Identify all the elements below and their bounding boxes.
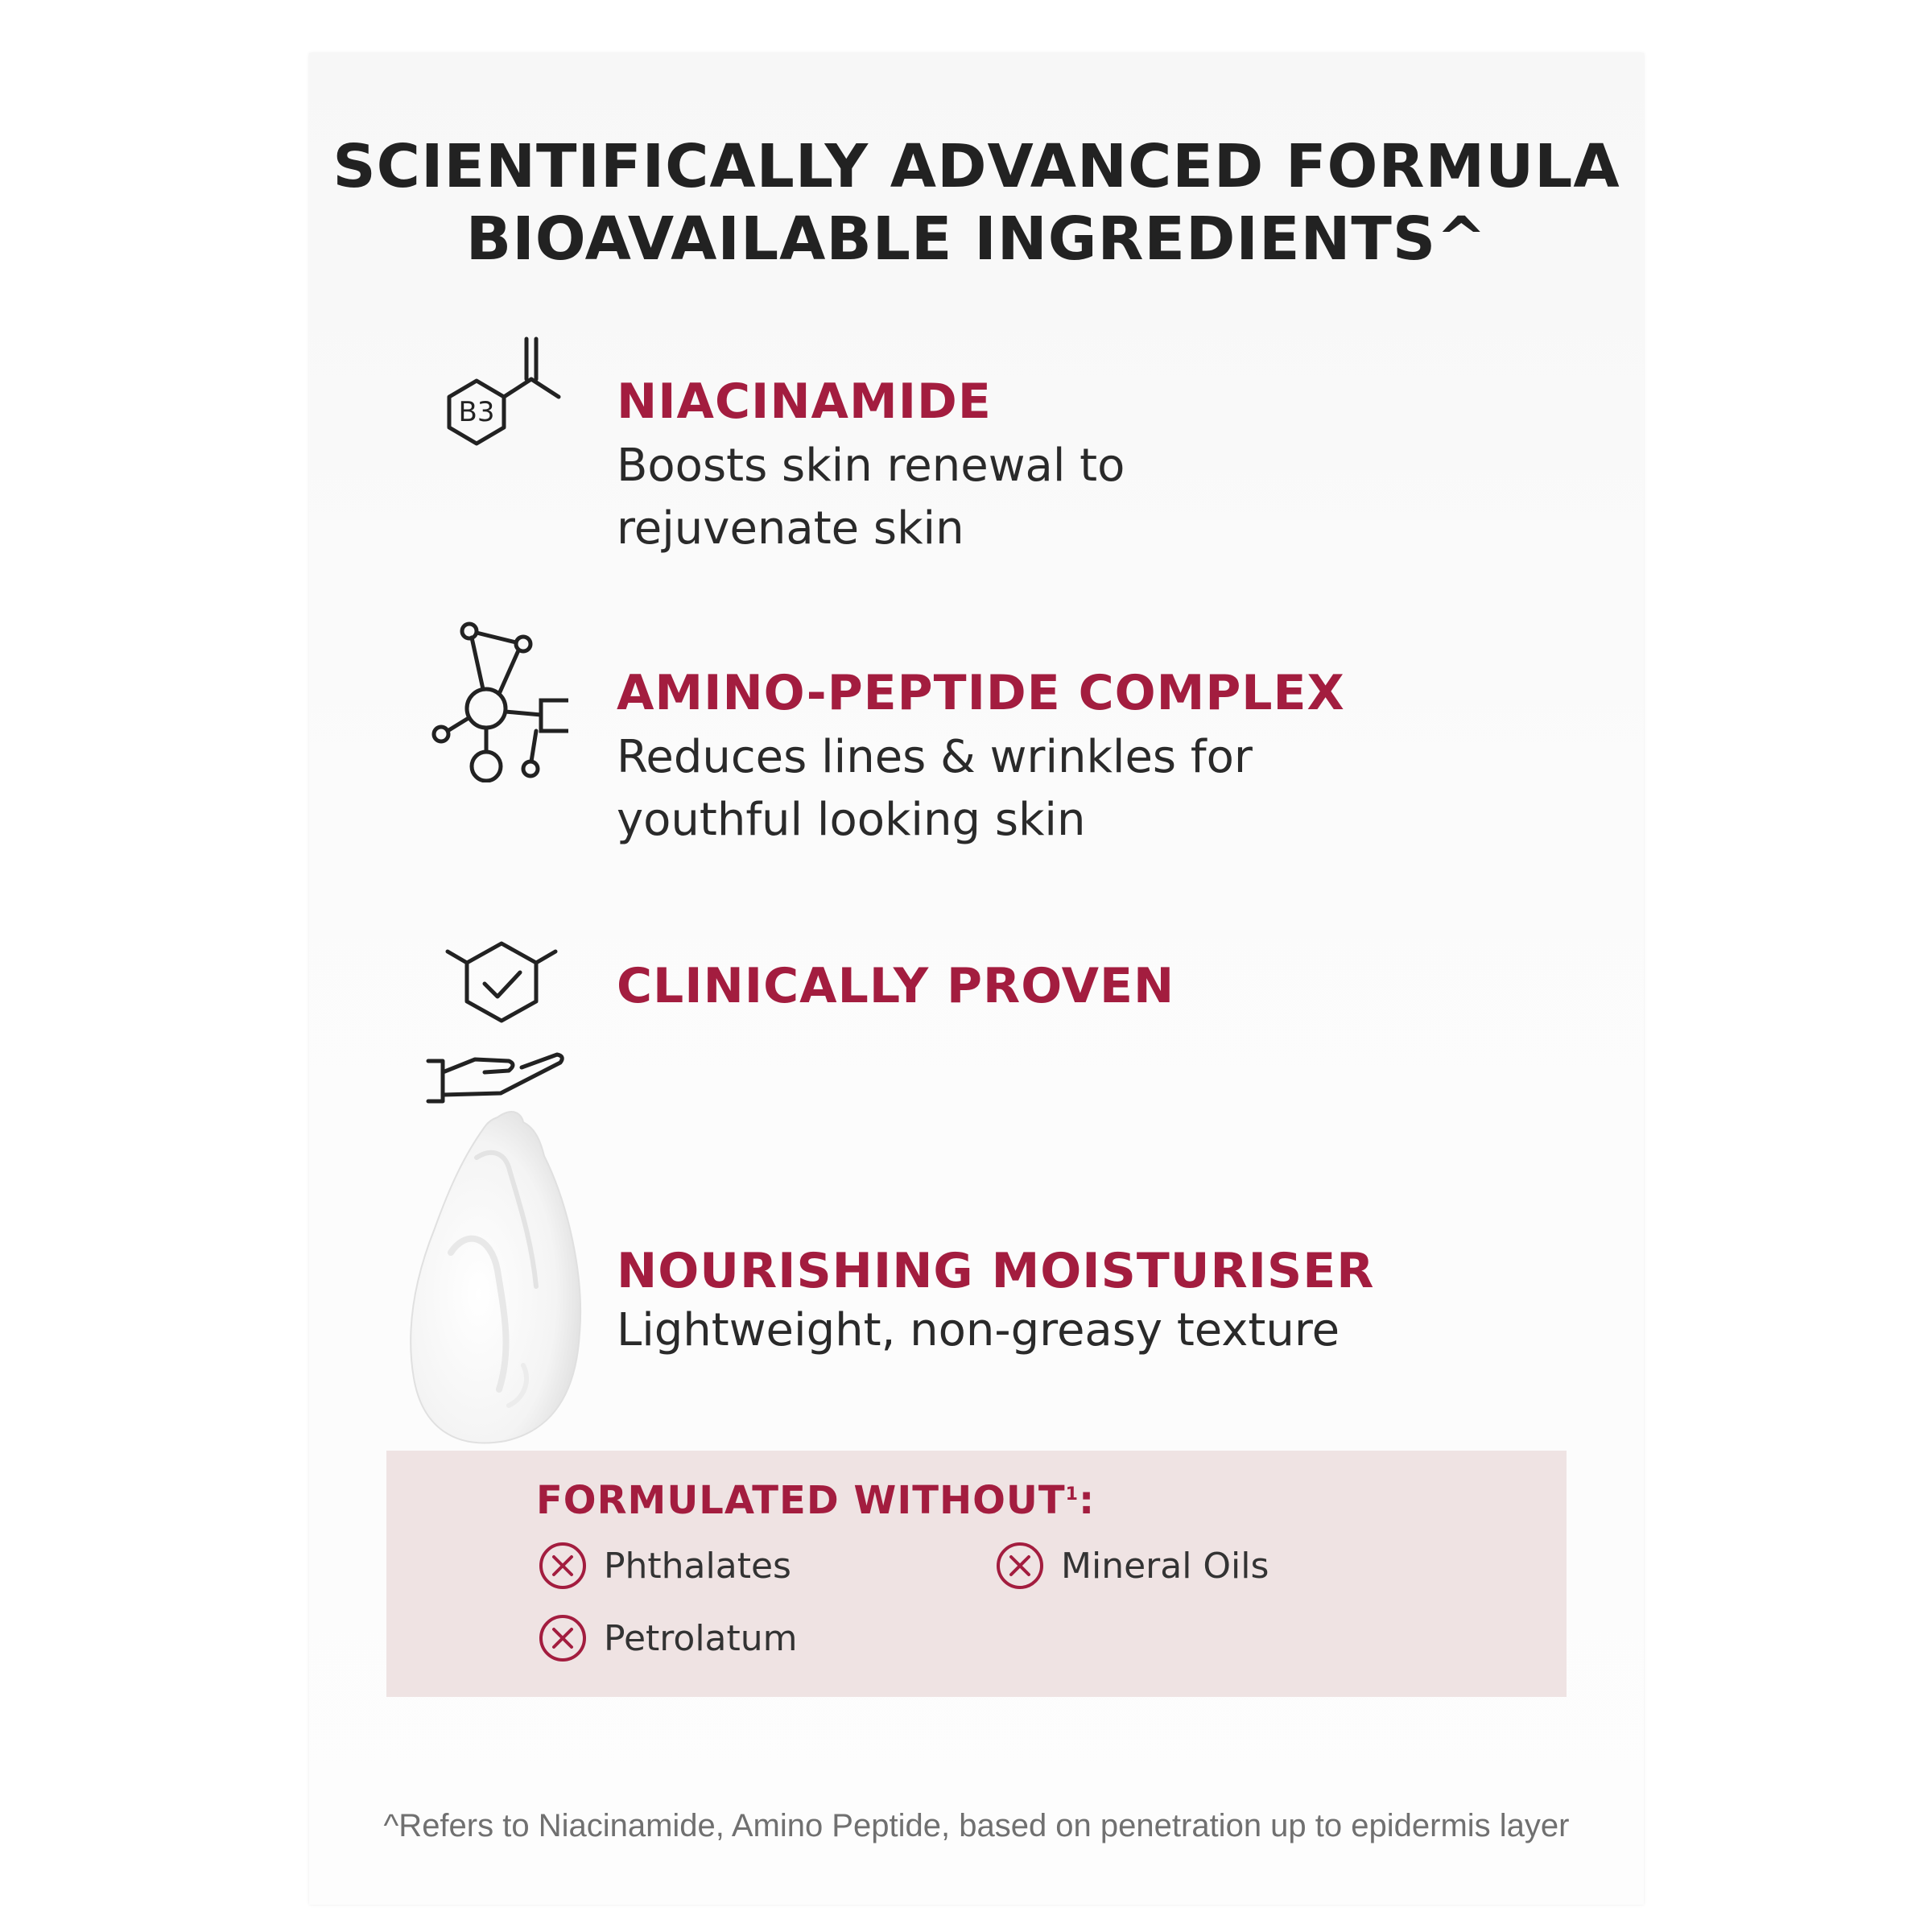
without-item [995, 1541, 1269, 1591]
peptide-desc-2: youthful looking skin [617, 794, 1086, 846]
title-line-2: BIOAVAILABLE INGREDIENTS^ [465, 204, 1488, 274]
hand-check-hexagon-icon [425, 913, 578, 1106]
cream-swatch-icon [402, 1100, 588, 1462]
moisturiser-heading: NOURISHING MOISTURISER [617, 1243, 1375, 1299]
without-item-label: Mineral Oils [1061, 1545, 1269, 1587]
without-item-label: Phthalates [604, 1545, 791, 1587]
title-line-1: SCIENTIFICALLY ADVANCED FORMULA [332, 132, 1620, 201]
x-circle-icon [995, 1541, 1045, 1591]
clinically-proven-heading: CLINICALLY PROVEN [617, 958, 1175, 1014]
moisturiser-desc: Lightweight, non-greasy texture [617, 1304, 1340, 1356]
peptide-heading: AMINO-PEPTIDE COMPLEX [617, 665, 1345, 721]
x-circle-icon [538, 1541, 588, 1591]
niacinamide-desc-1: Boosts skin renewal to [617, 440, 1125, 492]
without-item [538, 1541, 791, 1591]
svg-text:B3: B3 [458, 396, 495, 428]
niacinamide-b3-molecule-icon [430, 331, 575, 460]
formulated-without-title: FORMULATED WITHOUT$^1$: [536, 1478, 1096, 1523]
x-circle-icon [538, 1613, 588, 1663]
without-item [538, 1613, 798, 1663]
info-card [309, 53, 1644, 1905]
niacinamide-desc-2: rejuvenate skin [617, 502, 964, 555]
footnote: ^Refers to Niacinamide, Amino Peptide, based on penetration up to epidermis layer [383, 1808, 1570, 1843]
formulated-without-panel [386, 1451, 1567, 1697]
peptide-network-icon [431, 621, 568, 782]
peptide-desc-1: Reduces lines & wrinkles for [617, 731, 1253, 783]
niacinamide-heading: NIACINAMIDE [617, 374, 992, 430]
without-item-label: Petrolatum [604, 1617, 798, 1659]
